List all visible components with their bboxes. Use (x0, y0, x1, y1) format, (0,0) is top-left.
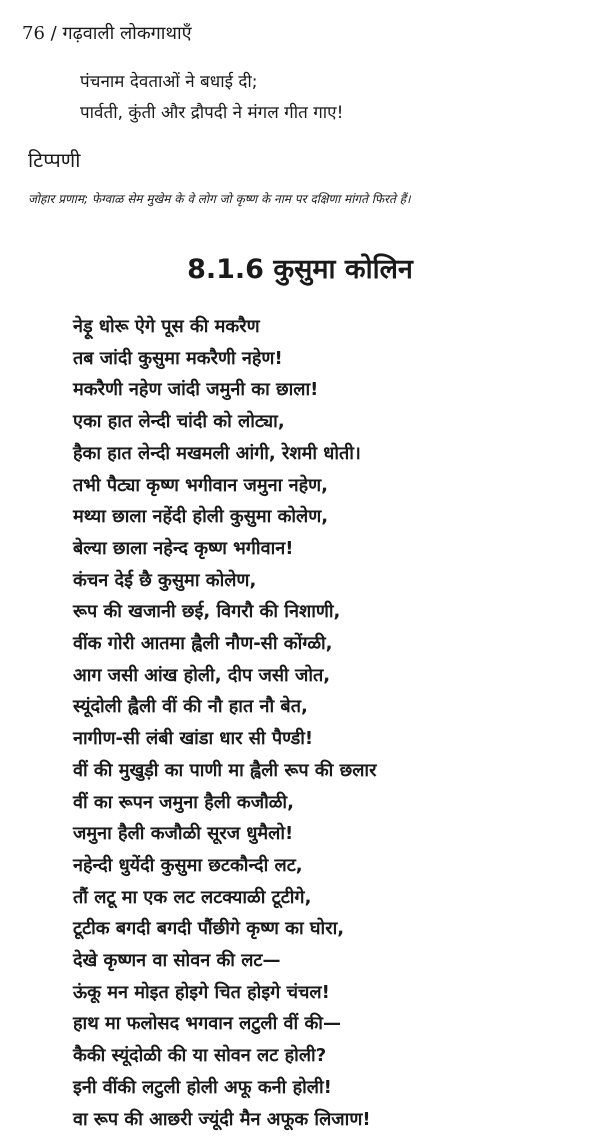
poem-line: मथ्या छाला नहेंदी होली कुसुमा कोलेण, (73, 506, 329, 528)
poem-line: कैकी स्यूंदोळी की या सोवन लट होली? (73, 1045, 327, 1067)
note-heading: टिप्पणी (28, 148, 81, 172)
poem-line: तब जांदी कुसुमा मकरैणी नहेण! (73, 347, 283, 369)
intro-line: पार्वती, कुंती और द्रौपदी ने मंगल गीत गाए! (80, 103, 344, 123)
running-head (22, 22, 192, 46)
poem-line: तौं लटू मा एक लट लटक्याळी टूटीगे, (73, 886, 312, 908)
book-title: गढ़वाली लोकगाथाएँ (62, 23, 192, 44)
poem-line: स्यूंदोली ह्वैली वीं की नौ हात नौ बेत, (73, 696, 308, 718)
poem-line: एका हात लेन्दी चांदी को लोट्या, (73, 411, 285, 433)
poem-line: नेड़ू धोरू ऐगे पूस की मकरैण (73, 316, 260, 337)
poem-line: वीं की मुखुड़ी का पाणी मा ह्वैली रूप की छलार (73, 759, 377, 781)
note-text: जोहार प्रणाम; फेग्वाळ सेम मुखेम के वे लोग जो कृष्ण के नाम पर दक्षिणा मांगते फिरते हैं। (28, 192, 411, 206)
poem-line: बेल्या छाला नहेन्द कृष्ण भगीवान! (73, 537, 294, 559)
section-title (0, 252, 600, 288)
poem-line: कंचन देई छै कुसुमा कोलेण, (73, 569, 257, 591)
poem-line: नागीण-सी लंबी खांडा धार सी पैण्डी! (73, 728, 314, 750)
poem-line: ऊंकू मन मोइत होइगे चित होइगे चंचल! (73, 981, 330, 1003)
section-name: कुसुमा कोलिन (273, 254, 413, 285)
intro-verse (80, 67, 343, 129)
poem (73, 311, 376, 1135)
poem-line: हैका हात लेन्दी मखमली आंगी, रेशमी धोती। (73, 442, 361, 464)
poem-line: वीं का रूपन जमुना हैली कजौळी, (73, 791, 294, 813)
page-number: 76 (22, 23, 45, 44)
poem-line: वींक गोरी आतमा ह्वैली नौण-सी कोंग्ळी, (73, 633, 333, 655)
poem-line: तभी पैट्या कृष्ण भगीवान जमुना नहेण, (73, 474, 328, 496)
section-number: 8.1.6 (187, 254, 264, 285)
poem-line: मकरैणी नहेण जांदी जमुनी का छाला! (73, 379, 319, 401)
header-separator: / (50, 23, 57, 44)
intro-line: पंचनाम देवताओं ने बधाई दी; (80, 72, 258, 92)
poem-line: देखे कृष्णन वा सोवन की लट— (73, 950, 281, 972)
poem-line: जमुना हैली कजौळी सूरज धुमैलो! (73, 823, 294, 845)
poem-line: रूप की खजानी छई, विगरौ की निशाणी, (73, 601, 341, 623)
poem-line: हाथ मा फलोसद भगवान लटुली वीं की— (73, 1013, 341, 1035)
poem-line: टूटीक बगदी बगदी पौंछीगे कृष्ण का घोरा, (73, 918, 345, 940)
poem-line: वा रूप की आछरी ज्यूंदी मैन अफूक लिजाण! (73, 1108, 371, 1130)
poem-line: आग जसी आंख होली, दीप जसी जोत, (73, 664, 331, 686)
poem-line: नहेन्दी धुयेंदी कुसुमा छटकौन्दी लट, (73, 854, 303, 876)
poem-line: इनी वींकी लटुली होली अफू कनी होली! (73, 1076, 332, 1098)
